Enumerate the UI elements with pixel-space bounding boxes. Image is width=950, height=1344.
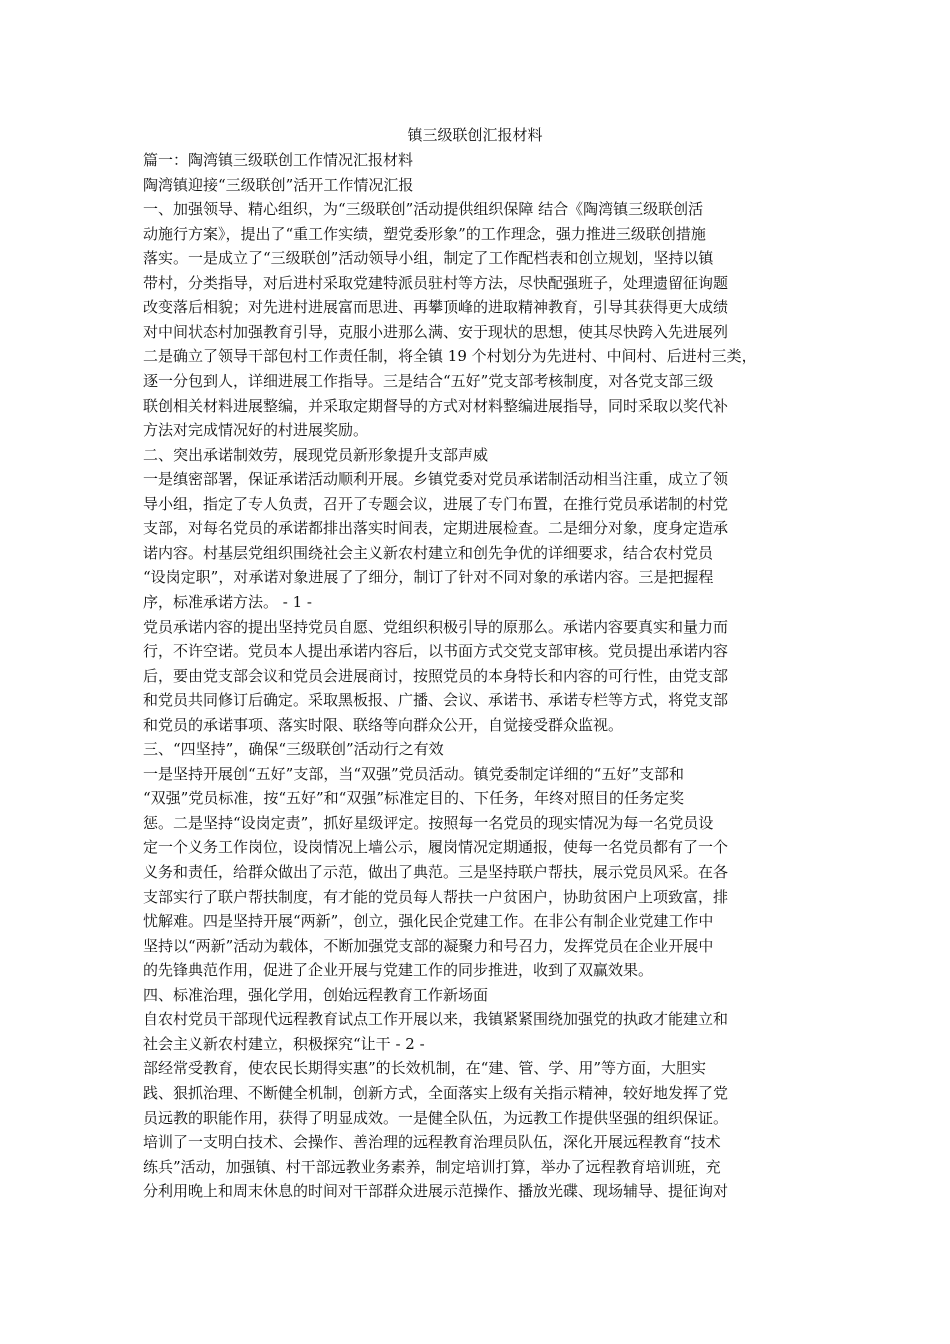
text-line: 践、狠抓治理、不断健全机制，创新方式，全面落实上级有关指示精神，较好地发挥了党 <box>143 1083 729 1102</box>
text-line: 和党员的承诺事项、落实时限、联络等向群众公开，自觉接受群众监视。 <box>143 715 624 734</box>
text-line: 社会主义新农村建立，积极探究“让干 - 2 - <box>143 1034 425 1053</box>
text-line: 分利用晚上和周末休息的时间对干部群众进展示范操作、播放光碟、现场辅导、提征询对 <box>143 1182 729 1201</box>
text-line: 序，标准承诺方法。 - 1 - <box>143 592 312 611</box>
text-line: 二、突出承诺制效劳，展现党员新形象提升支部声威 <box>143 445 489 464</box>
text-line: 落实。一是成立了“三级联创”活动领导小组，制定了工作配档表和创立规划，坚持以镇 <box>143 249 714 268</box>
text-line: 惩。二是坚持“设岗定责”，抓好星级评定。按照每一名党员的现实情况为每一名党员设 <box>143 813 714 832</box>
text-line: 一、加强领导、精心组织，为“三级联创”活动提供组织保障 结合《陶湾镇三级联创活 <box>143 200 704 219</box>
document-title: 镇三级联创汇报材料 <box>407 126 543 144</box>
text-line: 改变落后相貌；对先进村进展富而思进、再攀顶峰的进取精神教育，引导其获得更大成绩 <box>143 298 729 317</box>
text-line: 导小组，指定了专人负责，召开了专题会议，进展了专门布置，在推行党员承诺制的村党 <box>143 494 729 513</box>
text-line: 二是确立了领导干部包村工作责任制，将全镇 19 个村划分为先进村、中间村、后进村三类， <box>143 347 757 366</box>
text-line: 党员承诺内容的提出坚持党员自愿、党组织积极引导的原那么。承诺内容要真实和量力而 <box>143 617 729 636</box>
text-line: 诺内容。村基层党组织围绕社会主义新农村建立和创先争优的详细要求，结合农村党员 <box>143 543 714 562</box>
text-line: 后，要由党支部会议和党员会进展商讨，按照党员的本身特长和内容的可行性，由党支部 <box>143 666 729 685</box>
text-line: 带村，分类指导，对后进村采取党建特派员驻村等方法，尽快配强班子，处理遗留征询题 <box>143 273 729 292</box>
text-line: 忧解难。四是坚持开展“两新”，创立，强化民企党建工作。在非公有制企业党建工作中 <box>143 912 714 931</box>
text-line: “双强”党员标准，按“五好”和“双强”标准定目的、下任务，年终对照目的任务定奖 <box>143 789 685 808</box>
text-line: 员远教的职能作用，获得了明显成效。一是健全队伍，为远教工作提供坚强的组织保证。 <box>143 1108 729 1127</box>
text-line: 行，不许空诺。党员本人提出承诺内容后，以书面方式交党支部审核。党员提出承诺内容 <box>143 642 729 660</box>
text-line: 三、“四坚持”，确保“三级联创”活动行之有效 <box>143 740 444 759</box>
text-line: 逐一分包到人，详细进展工作指导。三是结合“五好”党支部考核制度，对各党支部三级 <box>143 372 714 390</box>
text-line: 四、标准治理，强化学用，创始远程教育工作新场面 <box>143 985 489 1004</box>
text-line: 对中间状态村加强教育引导，克服小进那么满、安于现状的思想，使其尽快跨入先进展列 <box>143 322 729 341</box>
text-line: 练兵”活动，加强镇、村干部远教业务素养，制定培训打算，举办了远程教育培训班，充 <box>143 1157 721 1176</box>
text-line: 坚持以“两新”活动为载体，不断加强党支部的凝聚力和号召力，发挥党员在企业开展中 <box>143 936 714 955</box>
text-line: 义务和责任，给群众做出了示范，做出了典范。三是坚持联户帮扶，展示党员风采。在各 <box>143 863 729 881</box>
text-line: 和党员共同修订后确定。采取黑板报、广播、会议、承诺书、承诺专栏等方式，将党支部 <box>143 691 729 710</box>
text-line: 一是缜密部署，保证承诺活动顺利开展。乡镇党委对党员承诺制活动相当注重，成立了领 <box>143 470 729 489</box>
text-line: 方法对完成情况好的村进展奖励。 <box>143 421 369 440</box>
text-line: 一是坚持开展创“五好”支部，当“双强”党员活动。镇党委制定详细的“五好”支部和 <box>143 764 685 783</box>
text-line: “设岗定职”，对承诺对象进展了了细分，制订了针对不同对象的承诺内容。三是把握程 <box>143 568 714 587</box>
text-line: 支部，对每名党员的承诺都排出落实时间表，定期进展检查。二是细分对象，度身定造承 <box>143 519 729 538</box>
text-line: 部经常受教育，使农民长期得实惠”的长效机制，在“建、管、学、用”等方面，大胆实 <box>143 1059 707 1078</box>
text-line: 培训了一支明白技术、会操作、善治理的远程教育治理员队伍，深化开展远程教育“技术 <box>143 1133 721 1151</box>
text-line: 陶湾镇迎接“三级联创”活开工作情况汇报 <box>143 175 414 194</box>
text-line: 定一个义务工作岗位，设岗情况上墙公示，履岗情况定期通报，使每一名党员都有了一个 <box>143 838 729 857</box>
text-line: 篇一：陶湾镇三级联创工作情况汇报材料 <box>143 151 414 169</box>
text-line: 支部实行了联户帮扶制度，有才能的党员每人帮扶一户贫困户，协助贫困户上项致富，排 <box>143 887 729 906</box>
text-line: 自农村党员干部现代远程教育试点工作开展以来，我镇紧紧围绕加强党的执政才能建立和 <box>143 1010 729 1029</box>
text-line: 动施行方案》，提出了“重工作实绩，塑党委形象”的工作理念，强力推进三级联创措施 <box>143 224 706 243</box>
text-line: 联创相关材料进展整编，并采取定期督导的方式对材料整编进展指导，同时采取以奖代补 <box>143 396 729 415</box>
text-line: 的先锋典范作用，促进了企业开展与党建工作的同步推进，收到了双赢效果。 <box>143 961 654 980</box>
